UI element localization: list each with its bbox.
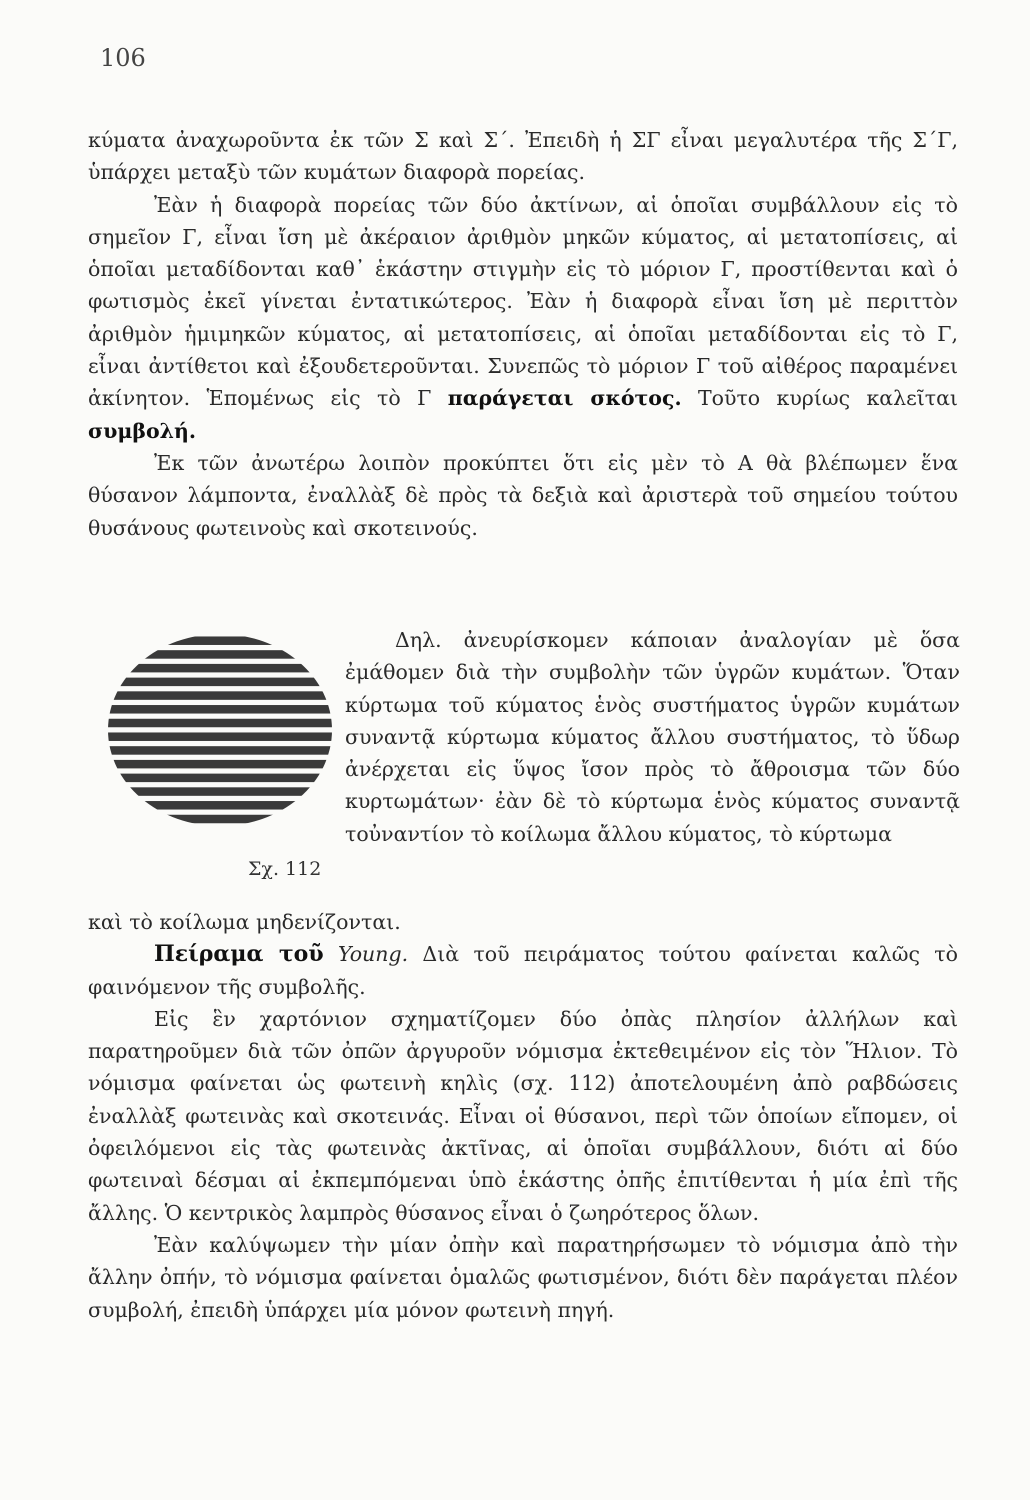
side-text-block bbox=[345, 624, 960, 850]
fringe-stripe bbox=[98, 774, 342, 783]
fringe-stripe bbox=[98, 705, 342, 714]
fringe-stripe bbox=[98, 636, 342, 645]
paragraph-interference-text: Ἐὰν ἡ διαφορὰ πορείας τῶν δύο ἀκτίνων, αἱ ὁποῖαι συμβάλλουν εἰς τὸ σημεῖον Γ, εἶναι ἴση μὲ ἀκέραιον ἀριθμὸν μηκῶν κύματος, αἱ μετατοπίσεις, αἱ ὁποῖαι μεταδίδονται καθ᾽ ἑκάστην στιγμὴν εἰς τὸ μόριον Γ, προστίθενται καὶ ὁ φωτισμὸς ἐκεῖ γίνεται ἐντατικώτερος. Ἐὰν ἡ διαφορὰ εἶναι ἴση μὲ περιττὸν ἀριθμὸν ἡμιμηκῶν κύματος, αἱ μετατοπίσεις, αἱ ὁποῖαι μεταδίδονται εἰς τὸ Γ, εἶναι ἀντίθετοι καὶ ἐξουδετεροῦνται. Συνεπῶς τὸ μόριον Γ τοῦ αἰθέρος παραμένει ἀκίνητον. Ἑπομένως εἰς τὸ Γ bbox=[88, 192, 958, 411]
fringe-stripe bbox=[98, 732, 342, 741]
paragraph-interference bbox=[88, 189, 958, 447]
figure-caption: Σχ. 112 bbox=[248, 858, 322, 880]
paragraph-young bbox=[88, 938, 958, 1003]
paragraph-troughs: καὶ τὸ κοίλωμα μηδενίζονται. bbox=[88, 910, 401, 934]
fringe-stripe bbox=[98, 801, 342, 810]
fringe-stripe bbox=[98, 719, 342, 728]
fringe-stripe bbox=[98, 746, 342, 755]
term-darkness: παράγεται σκότος. bbox=[447, 386, 682, 411]
fringe-stripe bbox=[98, 650, 342, 659]
upper-text-block bbox=[88, 124, 958, 544]
fringe-stripe bbox=[98, 787, 342, 796]
paragraph-coin-experiment: Εἰς ἓν χαρτόνιον σχηματίζομεν δύο ὀπὰς πλησίον ἀλλήλων καὶ παρατηροῦμεν διὰ τῶν ὀπῶν ἀργυροῦν νόμισμα ἐκτεθειμένον εἰς τὸν Ἥλιον. Τὸ νόμισμα φαίνεται ὡς φωτεινὴ κηλὶς (σχ. 112) ἀποτελουμένη ἀπὸ ραβδώσεις ἐναλλὰξ φωτεινὰς καὶ σκοτεινάς. Εἶναι οἱ θύσανοι, περὶ τῶν ὁποίων εἴπομεν, οἱ ὀφειλόμενοι εἰς τὰς φωτεινὰς ἀκτῖνας, αἱ ὁποῖαι συμβάλλουν, διότι αἱ δύο φωτειναὶ δέσμαι αἱ ἐκπεμπόμεναι ὑπὸ ἑκάστης ὀπῆς ἐπιτίθενται ἡ μία ἐπὶ τῆς ἄλλης. Ὁ κεντρικὸς λαμπρὸς θύσανος εἶναι ὁ ζωηρότερος ὅλων. bbox=[88, 1006, 958, 1225]
term-interference: συμβολή. bbox=[88, 418, 197, 443]
young-experiment-heading: Πείραμα τοῦ bbox=[154, 941, 324, 968]
paragraph-continuation: κύματα ἀναχωροῦντα ἐκ τῶν Σ καὶ Σ΄. Ἐπειδὴ ἡ ΣΓ εἶναι μεγαλυτέρα τῆς Σ΄Γ, ὑπάρχει μεταξὺ τῶν κυμάτων διαφορὰ πορείας. bbox=[88, 128, 958, 185]
paragraph-interference-mid: Τοῦτο κυρίως καλεῖται bbox=[681, 386, 958, 411]
fringe-stripe bbox=[98, 664, 342, 673]
fringe-stripe bbox=[98, 678, 342, 687]
interference-fringes-figure bbox=[98, 630, 342, 830]
fringe-stripe bbox=[98, 815, 342, 824]
lower-text-block bbox=[88, 906, 958, 1326]
page-number: 106 bbox=[100, 44, 146, 72]
young-intro: Διὰ τοῦ πειράματος τούτου φαίνεται καλῶς τὸ φαινόμενον τῆς συμβολῆς. bbox=[88, 942, 958, 999]
fringe-stripe bbox=[98, 691, 342, 700]
young-name: Young. bbox=[337, 942, 409, 967]
paragraph-single-hole: Ἐὰν καλύψωμεν τὴν μίαν ὀπὴν καὶ παρατηρήσωμεν τὸ νόμισμα ἀπὸ τὴν ἄλλην ὀπήν, τὸ νόμισμα φαίνεται ὁμαλῶς φωτισμένον, διότι δὲν παράγεται πλέον συμβολή, ἐπειδὴ ὑπάρχει μία μόνον φωτεινὴ πηγή. bbox=[88, 1232, 958, 1322]
paragraph-fringes: Ἐκ τῶν ἀνωτέρω λοιπὸν προκύπτει ὅτι εἰς μὲν τὸ Α θὰ βλέπωμεν ἕνα θύσανον λάμποντα, ἐναλλὰξ δὲ πρὸς τὰ δεξιὰ καὶ ἀριστερὰ τοῦ σημείου τούτου θυσάνους φωτεινοὺς καὶ σκοτεινούς. bbox=[88, 450, 958, 540]
paragraph-liquid-waves: Δηλ. ἀνευρίσκομεν κάποιαν ἀναλογίαν μὲ ὅσα ἐμάθομεν διὰ τὴν συμβολὴν τῶν ὑγρῶν κυμάτων. Ὅταν κύρτωμα τοῦ κύματος ἑνὸς συστήματος ὑγρῶν κυμάτων συναντᾷ κύρτωμα κύματος ἄλλου συστήματος, τὸ ὕδωρ ἀνέρχεται εἰς ὕψος ἴσον πρὸς τὸ ἄθροισμα τῶν δύο κυρτωμάτων· ἐὰν δὲ τὸ κύρτωμα ἑνὸς κύματος συναντᾷ τοὐναντίον τὸ κοίλωμα ἄλλου κύματος, τὸ κύρτωμα bbox=[345, 628, 960, 846]
fringe-stripe bbox=[98, 760, 342, 769]
